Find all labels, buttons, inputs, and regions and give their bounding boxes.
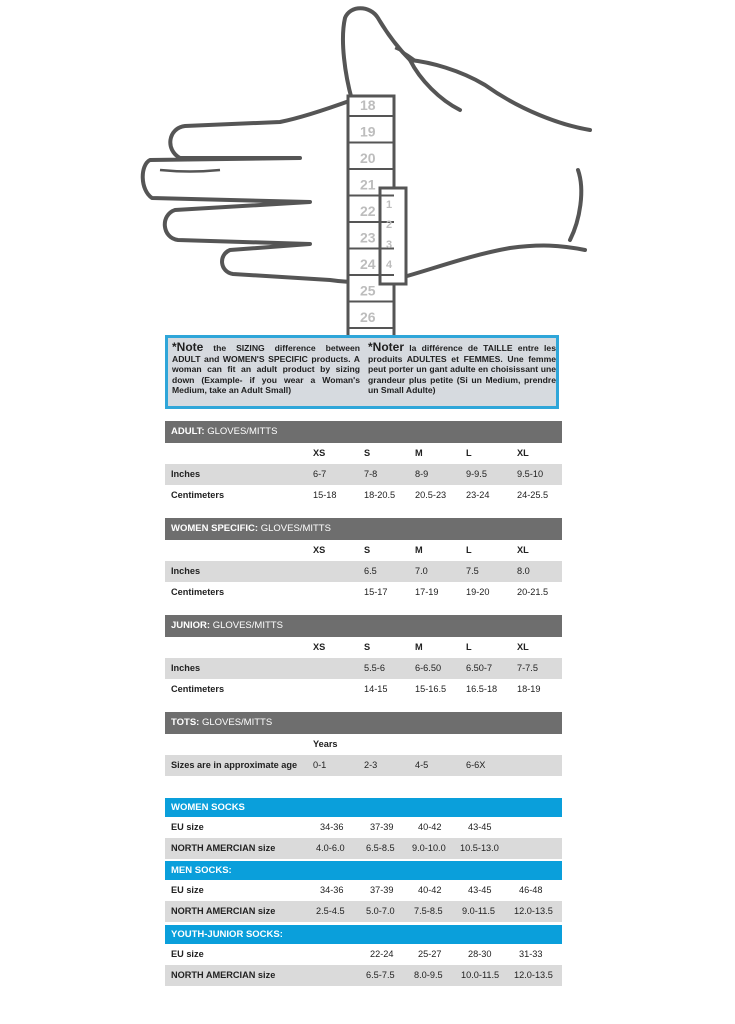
tape-inner-number: 1 — [386, 199, 393, 211]
note-english: *Note the SIZING difference between ADULT and WOMEN'S SPECIFIC products. A woman can fit an adult product by sizing down (Example- if you wear a Woman's Medium, take an Adult Small) — [172, 340, 360, 396]
section-header: JUNIOR: GLOVES/MITTS — [165, 615, 562, 637]
years-header-row: Years — [313, 739, 338, 749]
tape-inner-number: 4 — [386, 259, 393, 271]
junior-gloves-table — [165, 615, 562, 700]
youth-junior-socks-table — [165, 925, 562, 986]
centimeters-row: Centimeters 15-17 17-19 19-20 20-21.5 — [171, 587, 549, 597]
size-header-row: XS S M L XL — [313, 545, 529, 555]
women-socks-table — [165, 798, 562, 859]
men-socks-table — [165, 861, 562, 922]
tape-number: 25 — [360, 282, 376, 299]
inches-row: Inches 6-7 7-8 8-9 9-9.5 9.5-10 — [165, 464, 562, 485]
tape-number: 22 — [360, 203, 376, 219]
tape-number: 18 — [360, 97, 376, 113]
north-american-size-row: NORTH AMERCIAN size 2.5-4.5 5.0-7.0 7.5-8.5 9.0-11.5 12.0-13.5 — [165, 901, 562, 922]
tots-gloves-table — [165, 712, 562, 776]
eu-size-row: EU size 34-36 37-39 40-42 43-45 46-48 — [171, 885, 543, 895]
tape-number: 23 — [360, 229, 376, 246]
inches-row: Inches 6.5 7.0 7.5 8.0 — [165, 561, 562, 582]
tape-inner-number: 2 — [386, 219, 393, 231]
section-header: MEN SOCKS: — [165, 861, 562, 880]
adult-gloves-table — [165, 421, 562, 506]
size-header-row: XS S M L XL — [313, 448, 529, 458]
centimeters-row: Centimeters 14-15 15-16.5 16.5-18 18-19 — [171, 684, 541, 694]
tape-number: 24 — [360, 256, 376, 272]
north-american-size-row: NORTH AMERCIAN size 4.0-6.0 6.5-8.5 9.0-10.0 10.5-13.0 — [165, 838, 562, 859]
eu-size-row: EU size 34-36 37-39 40-42 43-45 — [171, 822, 492, 832]
tape-inner-number: 3 — [386, 239, 393, 251]
ages-row: Sizes are in approximate age 0-1 2-3 4-5 6-6X — [165, 755, 562, 776]
note-french: *Noter la différence de TAILLE entre les produits ADULTES et FEMMES. Une femme peut porter un gant adulte en choisissant une grandeur plus petite (Si un Medium, prendre un Small Adulte) — [368, 340, 556, 396]
section-header: YOUTH-JUNIOR SOCKS: — [165, 925, 562, 944]
section-header: ADULT: GLOVES/MITTS — [165, 421, 562, 443]
section-header: WOMEN SOCKS — [165, 798, 562, 817]
centimeters-row: Centimeters 15-18 18-20.5 20.5-23 23-24 24-25.5 — [171, 490, 549, 500]
size-header-row: XS S M L XL — [313, 642, 529, 652]
tape-number: 20 — [360, 150, 376, 166]
eu-size-row: EU size 22-24 25-27 28-30 31-33 — [171, 949, 543, 959]
sizing-note-box — [165, 335, 559, 409]
tape-number: 21 — [360, 176, 376, 193]
inches-row: Inches 5.5-6 6-6.50 6.50-7 7-7.5 — [165, 658, 562, 679]
women-gloves-table — [165, 518, 562, 603]
tape-number: 19 — [360, 123, 376, 140]
section-header: TOTS: GLOVES/MITTS — [165, 712, 562, 734]
hand-measuring-illustration — [0, 0, 735, 345]
north-american-size-row: NORTH AMERCIAN size 6.5-7.5 8.0-9.5 10.0-11.5 12.0-13.5 — [165, 965, 562, 986]
section-header: WOMEN SPECIFIC: GLOVES/MITTS — [165, 518, 562, 540]
tape-number: 26 — [360, 309, 376, 325]
